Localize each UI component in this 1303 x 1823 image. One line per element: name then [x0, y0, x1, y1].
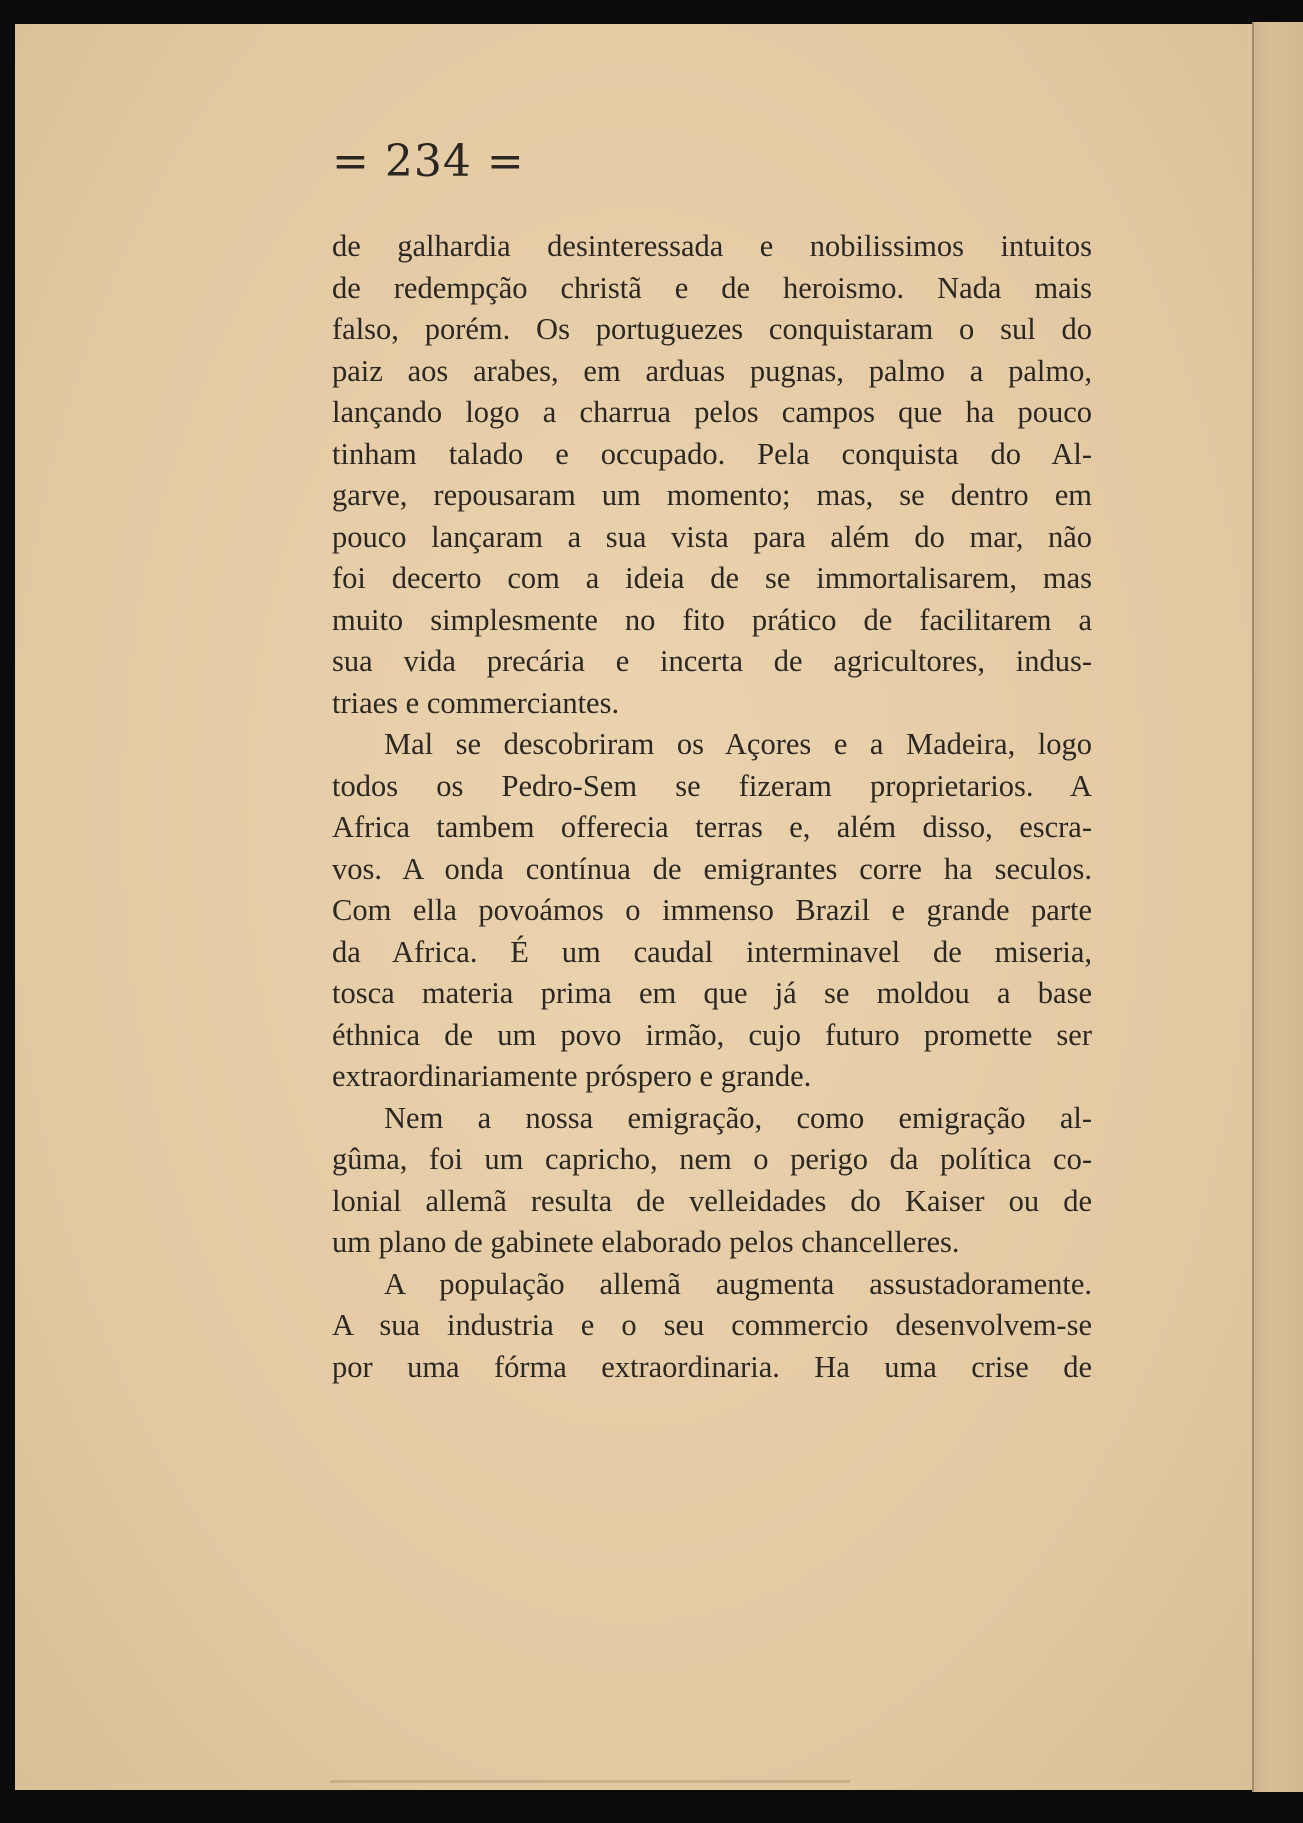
page-number: = 234 = — [332, 136, 525, 187]
text-line: Com ella povoámos o immenso Brazil e grande parte — [332, 893, 1092, 927]
text-line: extraordinariamente próspero e grande. — [332, 1059, 812, 1093]
text-line: gûma, foi um capricho, nem o perigo da política co- — [332, 1142, 1092, 1176]
text-line: por uma fórma extraordinaria. Ha uma crise de — [332, 1349, 1092, 1384]
text-line: éthnica de um povo irmão, cujo futuro promette ser — [332, 1017, 1092, 1052]
text-line: Africa tambem offerecia terras e, além disso, escra- — [332, 810, 1092, 844]
text-line: pouco lançaram a sua vista para além do mar, não — [332, 519, 1092, 554]
adjacent-page-edge — [1252, 22, 1303, 1792]
text-line: foi decerto com a ideia de se immortalisarem, mas — [332, 561, 1092, 595]
text-line: garve, repousaram um momento; mas, se dentro em — [332, 478, 1092, 512]
text-line: Nem a nossa emigração, como emigração al- — [384, 1100, 1092, 1135]
text-line: um plano de gabinete elaborado pelos chancelleres. — [332, 1225, 960, 1259]
text-line: A sua industria e o seu commercio desenvolvem-se — [332, 1308, 1092, 1342]
text-line: tinham talado e occupado. Pela conquista do Al- — [332, 436, 1092, 471]
text-line: Mal se descobriram os Açores e a Madeira, logo — [384, 727, 1092, 761]
text-line: sua vida precária e incerta de agricultores, indus- — [332, 644, 1092, 678]
text-line: A população allemã augmenta assustadoramente. — [384, 1266, 1092, 1301]
text-line: triaes e commerciantes. — [332, 685, 620, 720]
text-line: tosca materia prima em que já se moldou a base — [332, 976, 1092, 1010]
text-line: todos os Pedro-Sem se fizeram proprietarios. A — [332, 768, 1092, 803]
text-line: de galhardia desinteressada e nobilissimos intuitos — [332, 229, 1092, 263]
text-line: lonial allemã resulta de velleidades do Kaiser ou de — [332, 1183, 1092, 1218]
text-line: da Africa. É um caudal interminavel de miseria, — [332, 934, 1092, 969]
text-line: muito simplesmente no fito prático de facilitarem a — [332, 602, 1092, 637]
text-line: de redempção christã e de heroismo. Nada mais — [332, 270, 1092, 305]
text-line: paiz aos arabes, em arduas pugnas, palmo a palmo, — [332, 353, 1092, 388]
text-line: vos. A onda contínua de emigrantes corre ha seculos. — [332, 851, 1092, 886]
text-line: falso, porém. Os portuguezes conquistaram o sul do — [332, 312, 1092, 346]
text-line: lançando logo a charrua pelos campos que ha pouco — [332, 395, 1092, 429]
body-text — [332, 226, 1092, 1388]
bottom-edge-mark — [330, 1780, 850, 1783]
